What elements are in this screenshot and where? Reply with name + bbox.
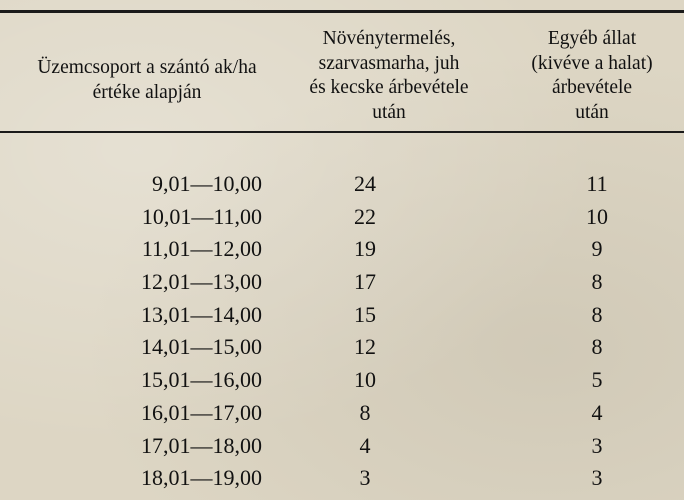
range-cell: 15,01—16,00 [141,367,262,393]
crop-value-cell: 24 [354,171,376,196]
crop-value-cell: 19 [354,236,376,262]
crop-value-cell: 12 [354,334,376,360]
column-header-crop-cattle: Növénytermelés, szarvasmarha, juh és kecske árbevétele után [309,28,469,123]
column-header-group: Üzemcsoport a szántó ak/ha értéke alapján [37,57,257,103]
table-row [0,331,684,364]
animal-value-cell: 8 [591,334,603,360]
table-row [0,397,684,430]
animal-value-cell: 8 [591,269,603,295]
table-row [0,266,684,299]
range-cell: 18,01—19,00 [141,465,262,491]
animal-value-cell: 3 [591,465,603,491]
range-cell: 13,01—14,00 [141,301,262,327]
crop-value-cell: 15 [354,301,376,327]
range-cell: 10,01—11,00 [141,203,262,229]
table-row [0,430,684,463]
animal-value-cell: 5 [591,367,603,393]
crop-value-cell: 3 [359,465,371,491]
animal-value-cell: 11 [586,171,608,196]
table-body [0,168,684,495]
animal-value-cell: 8 [591,301,603,327]
table-row [0,364,684,397]
table-row [0,299,684,332]
range-cell: 11,01—12,00 [141,236,262,262]
animal-value-cell: 3 [591,432,603,458]
column-header-other-animal: Egyéb állat (kivéve a halat) árbevétele után [531,28,653,123]
range-cell: 12,01—13,00 [141,269,262,295]
animal-value-cell: 9 [591,236,603,262]
crop-value-cell: 4 [359,432,371,458]
range-cell: 16,01—17,00 [141,399,262,425]
table-top-rule [0,10,684,13]
crop-value-cell: 17 [354,269,376,295]
range-cell: 14,01—15,00 [141,334,262,360]
crop-value-cell: 10 [354,367,376,393]
range-cell: 9,01—10,00 [152,171,262,196]
crop-value-cell: 8 [359,399,371,425]
table-header-rule [0,131,684,133]
crop-value-cell: 22 [354,203,376,229]
table-row [0,462,684,495]
animal-value-cell: 10 [586,203,608,229]
table-row [0,233,684,266]
range-cell: 17,01—18,00 [141,432,262,458]
table-row [0,201,684,234]
table-row [0,168,684,201]
animal-value-cell: 4 [591,399,603,425]
